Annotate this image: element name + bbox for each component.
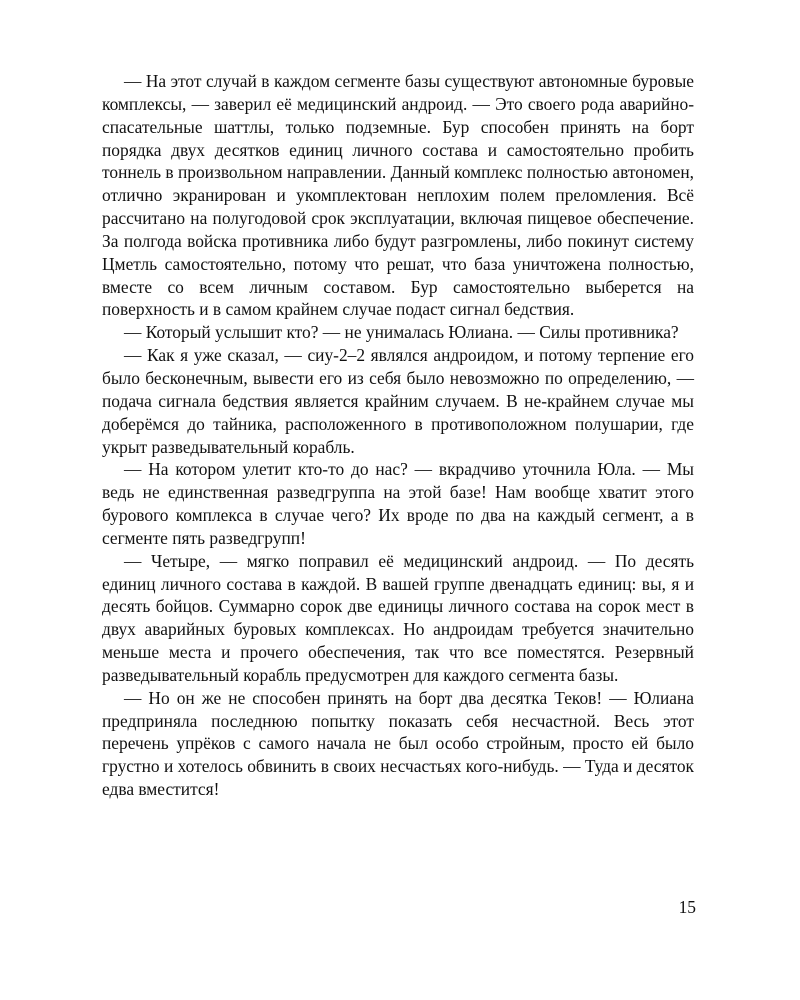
paragraph: — На котором улетит кто-то до нас? — вкрадчиво уточнила Юла. — Мы ведь не единственная разведгруппа на этой базе! Нам вообще хватит этого бурового комплекса в случае чего? Их вроде по два на каждый сегмент, а в сегменте пять разведгрупп! [102, 459, 694, 548]
paragraph: — Четыре, — мягко поправил её медицинский андроид. — По десять единиц личного состава в каждой. В вашей группе двенадцать единиц: вы, я и десять бойцов. Суммарно сорок две единицы личного состава на сорок мест в двух аварийных буровых комплексах. Но андроидам требуется значительно меньше места и прочего обеспечения, так что все поместятся. Резервный разведывательный корабль предусмотрен для каждого сегмента базы. [102, 550, 694, 685]
paragraph: — Который услышит кто? — не унималась Юлиана. — Силы противника? [124, 322, 679, 343]
paragraph: — Как я уже сказал, — сиу-2–2 являлся андроидом, и потому терпение его было бесконечным, вывести его из себя было невозможно по определению, — подача сигнала бедствия является крайним случаем. В не-крайнем случае мы доберёмся до тайника, расположенного в противоположном полушарии, где укрыт разведывательный корабль. [102, 345, 694, 457]
paragraph: — Но он же не способен принять на борт два десятка Теков! — Юлиана предприняла последнюю попытку показать себя несчастной. Весь этот перечень упрёков с самого начала не был особо стройным, просто ей было грустно и хотелось обвинить в своих несчастьях кого-нибудь. — Туда и десяток едва вместится! [102, 687, 695, 800]
paragraph: — На этот случай в каждом сегменте базы существуют автономные буровые комплексы, — заверил её медицинский андроид. — Это своего рода аварийно-спасательные шаттлы, только подземные. Бур способен принять на борт порядка двух десятков единиц личного состава и самостоятельно пробить тоннель в произвольном направлении. Данный комплекс полностью автономен, отлично экранирован и укомплектован неплохим полем преломления. Всё рассчитано на полугодовой срок эксплуатации, включая пищевое обеспечение. За полгода войска противника либо будут разгромлены, либо покинут систему Цметль самостоятельно, потому что решат, что база уничтожена полностью, вместе со всем личным составом. Бур самостоятельно выберется на поверхность и в самом крайнем случае подаст сигнал бедствия. [102, 71, 694, 320]
page-number: 15 [678, 897, 696, 917]
book-page-text [102, 70, 694, 801]
